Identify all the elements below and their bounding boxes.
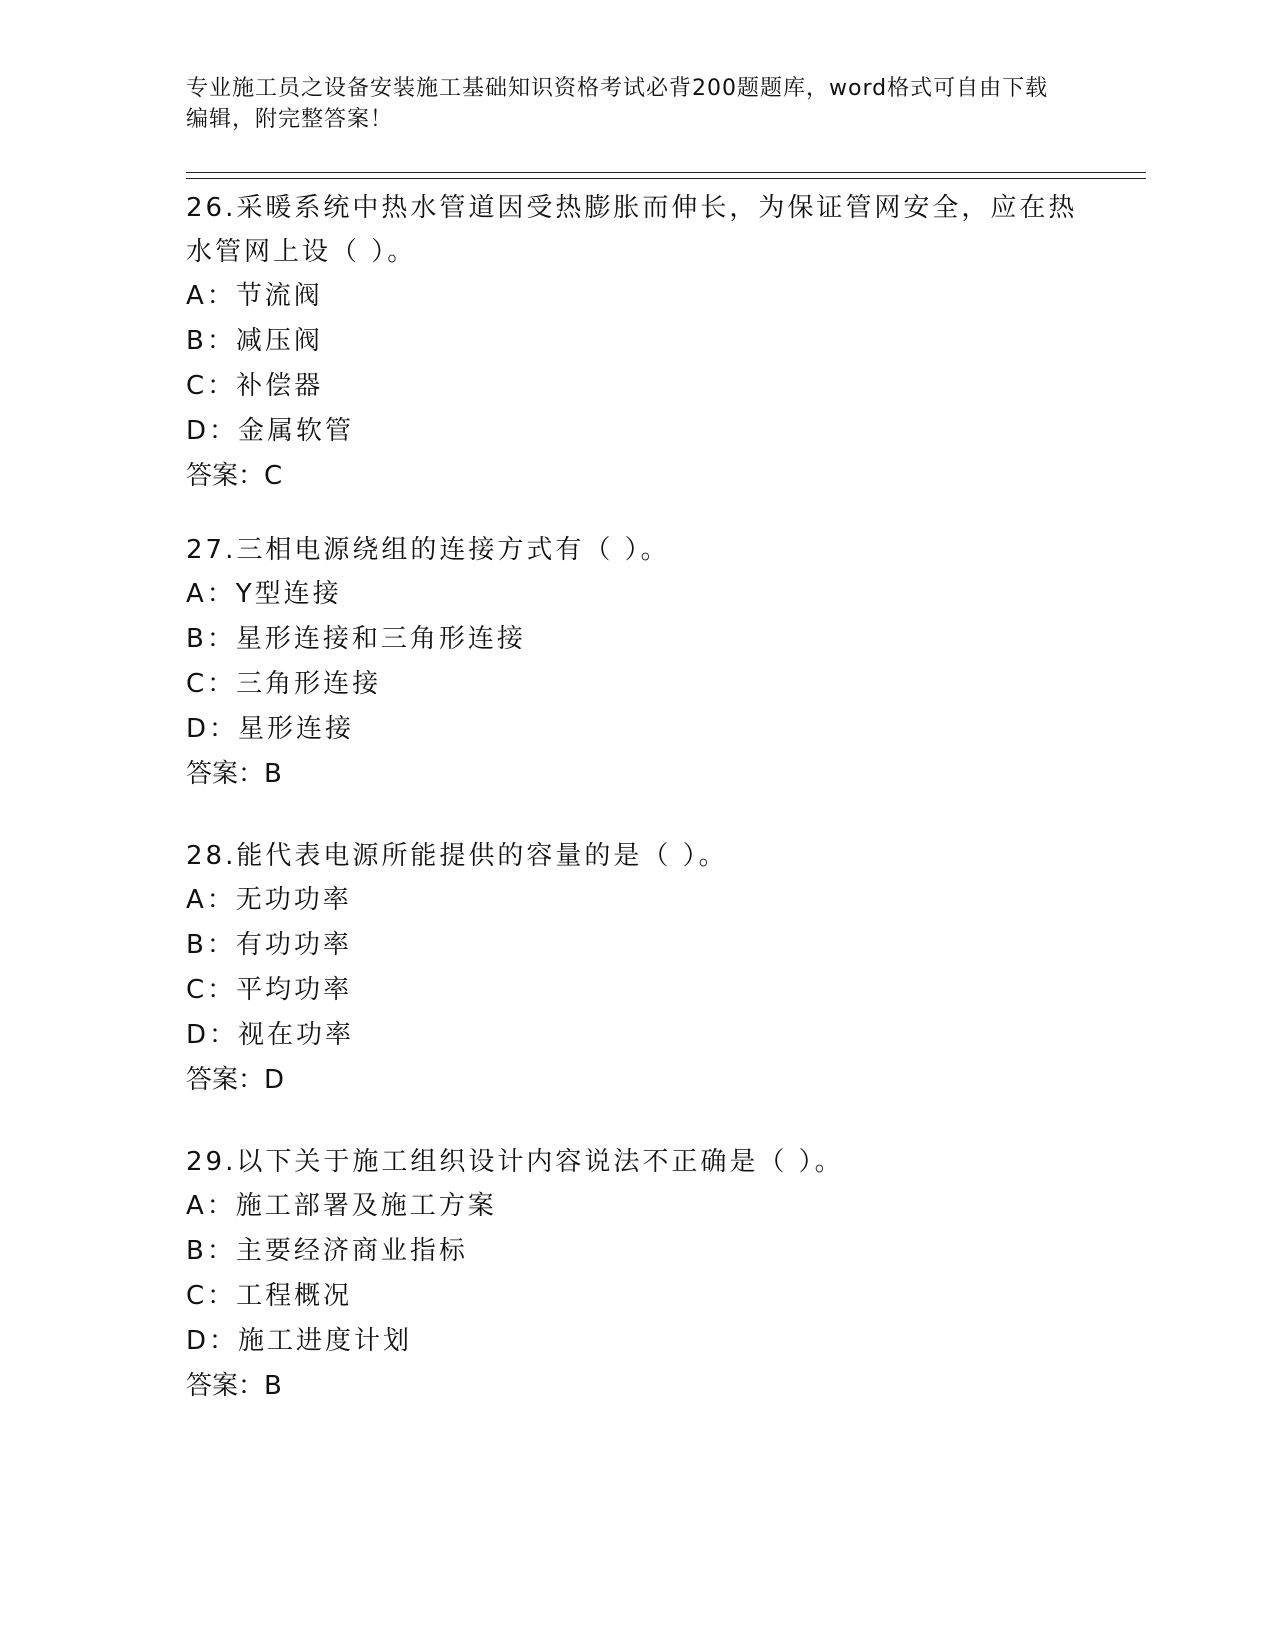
option-a: A：无功功率 — [186, 885, 352, 915]
option-d: D：星形连接 — [186, 714, 355, 744]
option-c: C：工程概况 — [186, 1281, 353, 1311]
question-stem: 28.能代表电源所能提供的容量的是（ ）。 — [186, 841, 728, 871]
option-c: C：平均功率 — [186, 975, 353, 1005]
question-27 — [186, 528, 1086, 797]
option-a: A：Y型连接 — [186, 579, 342, 609]
option-d: D：施工进度计划 — [186, 1326, 413, 1356]
option-c: C：三角形连接 — [186, 669, 382, 699]
option-b: B：星形连接和三角形连接 — [186, 624, 526, 654]
answer: 答案：D — [186, 1065, 285, 1095]
question-stem: 29.以下关于施工组织设计内容说法不正确是（ ）。 — [186, 1147, 844, 1177]
header-divider-top — [186, 172, 1146, 173]
option-d: D：视在功率 — [186, 1020, 355, 1050]
option-b: B：有功功率 — [186, 930, 352, 960]
option-a: A：节流阀 — [186, 281, 323, 311]
option-b: B：减压阀 — [186, 326, 323, 356]
question-stem: 26.采暖系统中热水管道因受热膨胀而伸长，为保证管网安全，应在热水管网上设（ ）。 — [186, 193, 1078, 267]
question-26 — [186, 186, 1086, 499]
option-d: D：金属软管 — [186, 416, 355, 446]
question-stem: 27.三相电源绕组的连接方式有（ ）。 — [186, 535, 670, 565]
document-header: 专业施工员之设备安装施工基础知识资格考试必背200题题库，word格式可自由下载编辑，附完整答案！ — [186, 76, 1049, 132]
option-c: C：补偿器 — [186, 371, 324, 401]
option-b: B：主要经济商业指标 — [186, 1236, 468, 1266]
answer: 答案：B — [186, 1371, 282, 1401]
header-divider-bottom — [186, 178, 1146, 179]
answer: 答案：B — [186, 759, 282, 789]
question-28 — [186, 834, 1086, 1103]
answer: 答案：C — [186, 461, 283, 491]
option-a: A：施工部署及施工方案 — [186, 1191, 497, 1221]
question-29 — [186, 1140, 1086, 1409]
